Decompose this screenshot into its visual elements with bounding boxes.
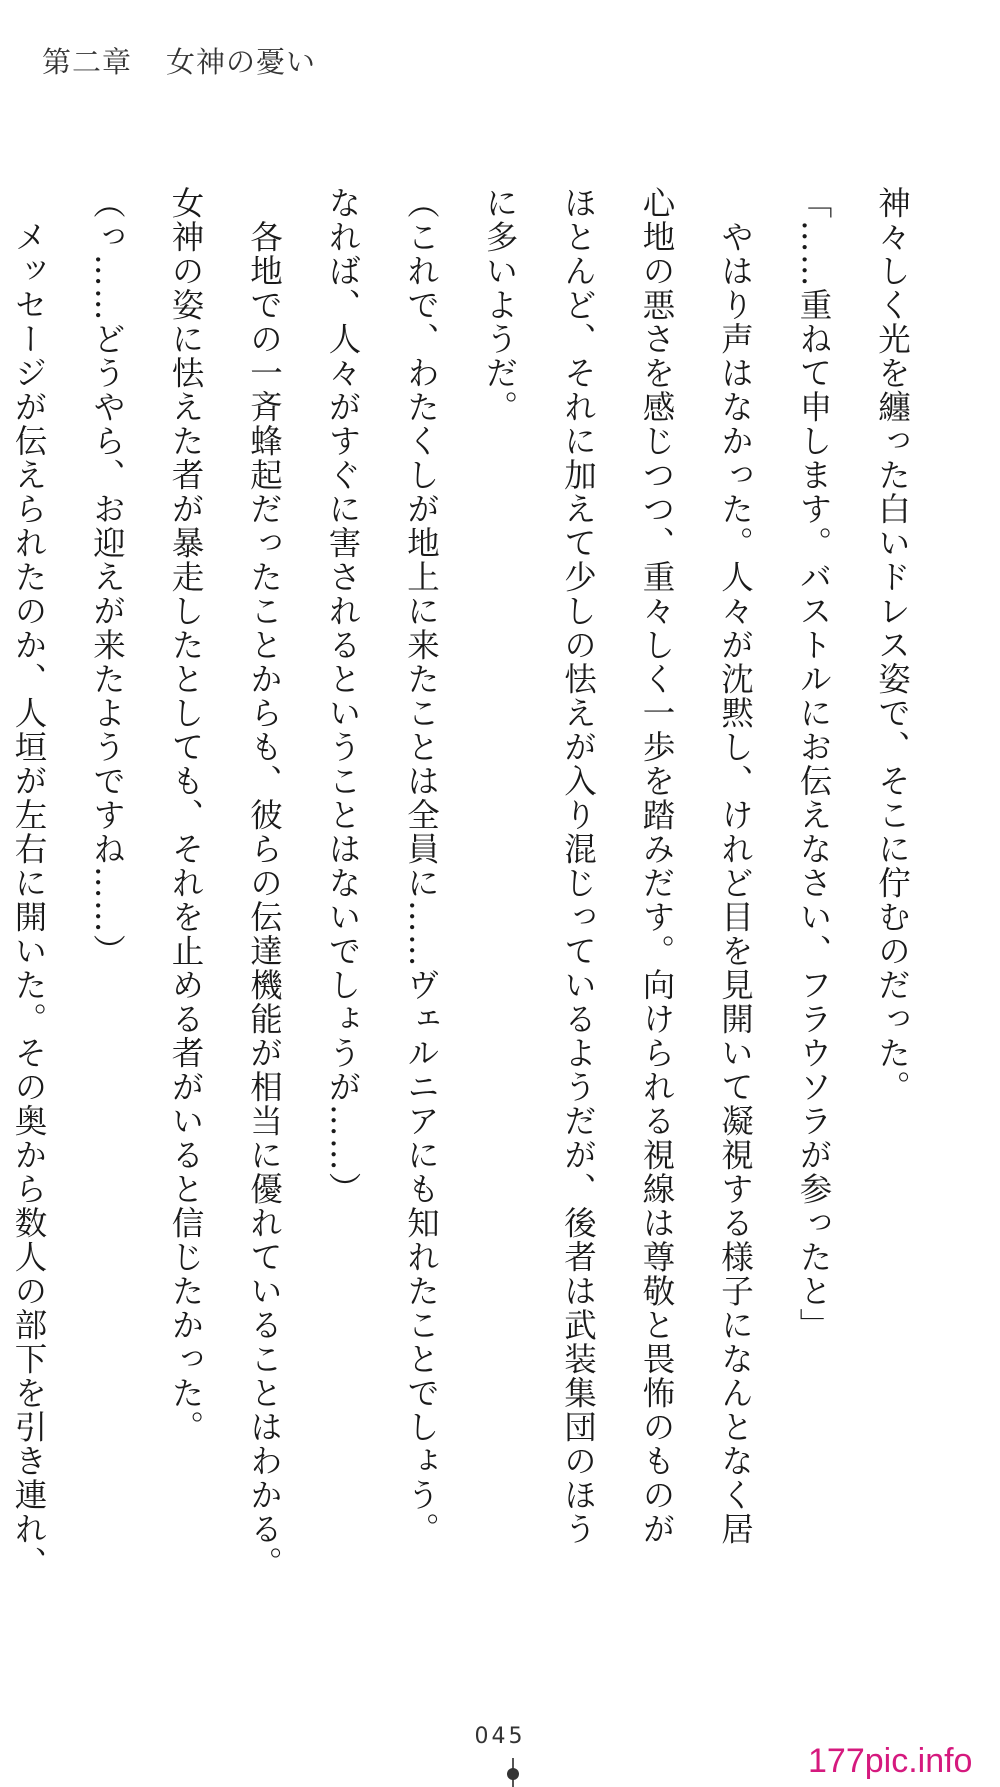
folio-ornament-dot: [507, 1768, 519, 1780]
text-column: ほとんど、それに加えて少しの怯えが入り混じっているようだが、後者は武装集団のほう: [559, 186, 598, 1546]
text-column: 神々しく光を纏った白いドレス姿で、そこに佇むのだった。: [873, 186, 912, 1104]
text-column: （これで、わたくしが地上に来たことは全員に……ヴェルニアにも知れたことでしょう。: [402, 186, 441, 1546]
text-column: 女神の姿に怯えた者が暴走したとしても、それを止める者がいると信じたかった。: [167, 186, 205, 1444]
text-column: （っ……どうやら、お迎えが来たようですね……）: [88, 186, 127, 968]
text-column: なれば、人々がすぐに害されるということはないでしょうが……）: [324, 186, 362, 1206]
chapter-title: 女神の憂い: [166, 45, 317, 79]
watermark: 177pic.info: [808, 1742, 973, 1780]
text-column: 各地での一斉蜂起だったことからも、彼らの伝達機能が相当に優れていることはわかる。: [245, 186, 284, 1580]
text-column: 心地の悪さを感じつつ、重々しく一歩を踏みだす。向けられる視線は尊敬と畏怖のものが: [638, 186, 676, 1546]
page-number: 045: [474, 1724, 526, 1749]
text-column: やはり声はなかった。人々が沈黙し、けれど目を見開いて凝視する様子になんとなく居: [716, 186, 755, 1546]
chapter-number: 第二章: [42, 45, 133, 79]
running-header: [42, 40, 316, 81]
vertical-text-body: [10, 186, 948, 1580]
text-column: メッセージが伝えられたのか、人垣が左右に開いた。その奥から数人の部下を引き連れ、: [10, 186, 48, 1580]
text-column: に多いようだ。: [481, 186, 519, 424]
text-column: 「……重ねて申します。バストルにお伝えなさい、フラウソラが参ったと」: [795, 186, 833, 1342]
